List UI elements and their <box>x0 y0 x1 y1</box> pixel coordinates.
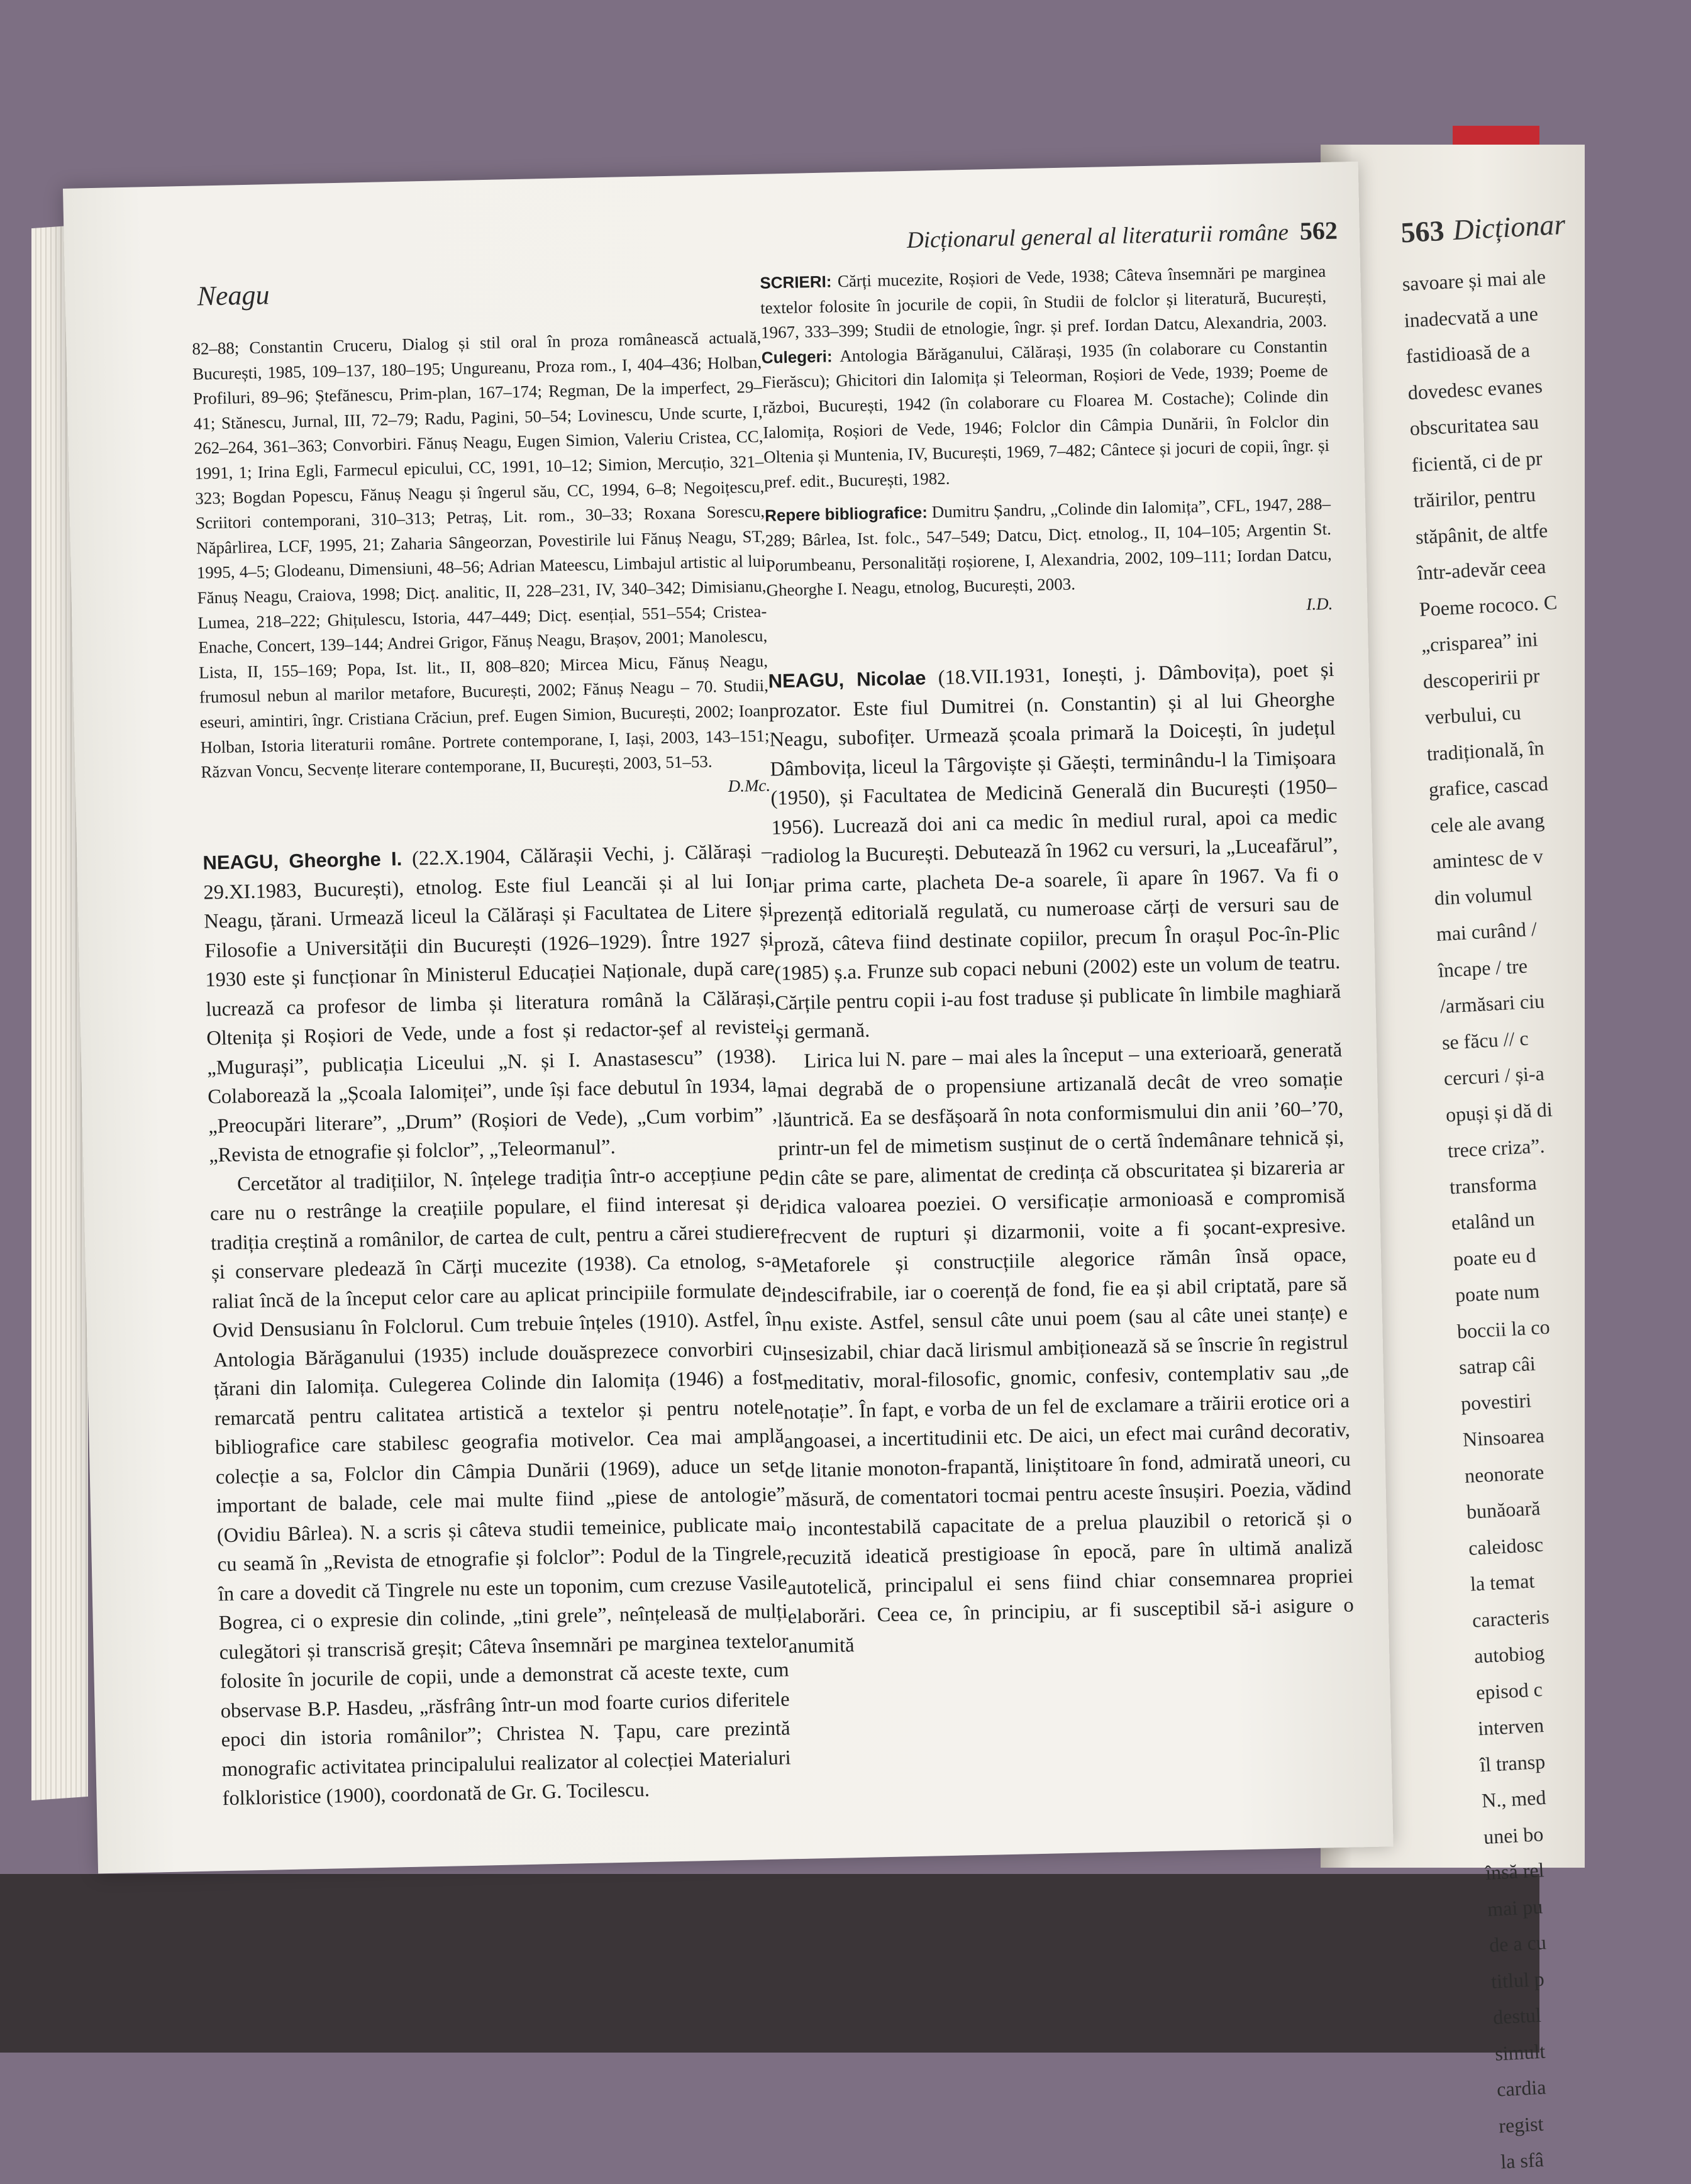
right-page-line: la temat <box>1470 1569 1536 1595</box>
left-column <box>192 325 792 1814</box>
scrieri-label: SCRIERI: <box>760 272 832 292</box>
right-page-line: verbului, cu <box>1424 701 1522 729</box>
right-page-line: însă rel <box>1485 1858 1545 1885</box>
running-head-title: Dicționarul general al literaturii române <box>906 219 1289 253</box>
right-page-line: de a cu <box>1489 1931 1547 1956</box>
right-page-line: transforma <box>1449 1170 1538 1199</box>
right-page-line: cardia <box>1496 2075 1547 2101</box>
right-page-line: simult <box>1494 2039 1546 2065</box>
right-page-line: caracteris <box>1472 1604 1550 1632</box>
right-page-line: interven <box>1477 1713 1544 1740</box>
right-page-line: îl transp <box>1479 1749 1546 1776</box>
entry-neagu-nicolae <box>768 655 1355 1661</box>
right-page-line: neonorate <box>1464 1460 1545 1487</box>
entry-biography: (18.VII.1931, Ionești, j. Dâmbovița), poet și prozator. Este fiul Dumitrei (n. Constantin) și al lui Gheorghe Neagu, subofițer. Urmează școala primară la Doicești, în județul Dâmbovița, liceul la Târgoviște și Găești, terminându-l la Timișoara (1950), și Facultatea de Medicină Generală din București (1950–1956). Lucrează doi ani ca medic în mediul rural, apoi ca medic radiolog la București. Debutează în 1962 cu versuri, la „Luceafărul”, iar prima carte, placheta De-a soarele, îi apare în 1967. Va fi o prezență editorială regulată, cu numeroase cărți de versuri sau de proză, câteva fiind destinate copiilor, precum În orașul Poc-în-Plic (1985) ș.a. Frunze sub copaci nebuni (2002) este un volum de teatru. Cărțile pentru copii i-au fost traduse și publicate în limbile maghiară și germană. <box>768 658 1341 1044</box>
author-signature: D.Mc. <box>728 775 771 795</box>
right-page-line: „crisparea” ini <box>1420 628 1539 657</box>
right-page-line: Poeme rococo. C <box>1418 590 1558 621</box>
repere-label: Repere bibliografice: <box>764 502 928 526</box>
right-page-line: stăpânit, de altfe <box>1414 518 1549 548</box>
right-page-line: bunăoară <box>1466 1496 1541 1523</box>
right-page-header <box>1400 208 1566 250</box>
dictionary-page <box>63 162 1394 1874</box>
right-page-line: poate num <box>1455 1279 1540 1307</box>
right-page-line: ficientă, ci de pr <box>1411 446 1543 476</box>
right-page-running-title: Dicționar <box>1452 208 1566 247</box>
entry-works-section <box>760 259 1333 628</box>
right-page-line: /armăsari ciu <box>1439 989 1545 1017</box>
culegeri-label: Culegeri: <box>761 346 833 367</box>
right-page-line: Ninsoarea <box>1462 1424 1545 1451</box>
right-page-line: fastidioasă de a <box>1405 338 1531 368</box>
right-page-line: poate eu d <box>1453 1243 1537 1270</box>
right-page-line: încape / tre <box>1438 954 1528 982</box>
repere-section <box>765 492 1333 628</box>
right-page-line: grafice, cascad <box>1428 772 1549 801</box>
right-page-line: titlul p <box>1490 1966 1545 1993</box>
right-page-line: mai curând / <box>1435 917 1538 946</box>
right-page-number: 563 <box>1400 214 1445 249</box>
right-page-line: caleidosc <box>1468 1533 1544 1560</box>
right-page-line: savoare și mai ale <box>1401 265 1546 296</box>
entry-neagu-gheorghe <box>202 837 792 1814</box>
right-page-line: satrap câi <box>1458 1351 1536 1379</box>
scrieri-section <box>760 259 1330 495</box>
guide-word: Neagu <box>197 279 270 312</box>
right-page-line: trece criza”. <box>1447 1134 1546 1162</box>
right-page-line: episod c <box>1475 1677 1543 1704</box>
entry-body: Lirica lui N. pare – mai ales la început – una exterioară, generată mai degrabă de o propensiune artizanală decât de vreo somație lăuntrică. Ea se desfășoară în nota conformismului din anii ’60–’70, printr-un fel de mimetism susținut de o certă îndemânare tehnică și, din câte se pare, alimentat de credința că obscuritatea și bizareria ar ridica valoarea poeziei. O versificație armonioasă e compromisă frecvent de rupturi și dizarmonii, voite a fi șocant-expresive. Metaforele și construcțiile alegorice rămân însă opace, indescifrabile, iar o coerență de fond, fie ea și abil criptată, pare să nu existe. Astfel, sensul câte unui poem (sau al câte unei stanțe) e insesizabil, chiar dacă lirismul ambiționează să se înscrie în registrul meditativ, moral-filosofic, gnomic, confesiv, contemplativ sau „de notație”. În fapt, e vorba de un fel de exclamare a trăirii erotice ori a angoasei, a incertitudinii etc. De aici, un efect mai curând decorativ, de litanie monoton-frapantă, liniștitoare în fond, admirată uneori, cu măsură, de comentatori tocmai pentru aceste însușiri. Poezia, vădind o incontestabilă capacitate de a prelua plauzibil o retorică și o recuzită ideatică prestigioase în epocă, pare în ultimă analiză autotelică, principalul ei sens fiind chiar consemnarea propriei elaborări. Ceea ce, în principiu, ar fi susceptibil să-i asigure o anumită <box>776 1038 1355 1658</box>
right-page-line: cercuri / și-a <box>1443 1062 1545 1090</box>
right-page-line: tradițională, în <box>1426 736 1545 765</box>
entry-intro <box>202 837 779 1170</box>
right-page-line: descoperirii pr <box>1422 663 1541 693</box>
repere-text: Dumitru Șandru, „Colinde din Ialomița”, CFL, 1947, 288–289; Bârlea, Ist. folc., 547–549; Datcu, Dicț. etnolog., II, 104–105; Argentin St. Porumbeanu, Personalități roșiorene, I, Alexandria, 2002, 109–111; Iordan Datcu, Gheorghe I. Neagu, etnolog, București, 2003. <box>765 494 1332 600</box>
entry-headword: NEAGU, Gheorghe I. <box>202 848 402 874</box>
right-page-line: dovedesc evanes <box>1407 374 1543 404</box>
entry-intro <box>768 655 1341 1047</box>
right-page-line: se făcu // c <box>1441 1026 1529 1054</box>
right-page-line: opuși și dă di <box>1445 1097 1553 1126</box>
desk-surface <box>0 1874 1539 2053</box>
right-page-line: regist <box>1498 2112 1544 2137</box>
page-number: 562 <box>1299 216 1338 245</box>
right-page-line: etalând un <box>1451 1207 1536 1234</box>
right-page-line: la sfâ <box>1500 2148 1544 2173</box>
right-page-line: boccii la co <box>1456 1315 1551 1343</box>
right-page-line: obscuritatea sau <box>1409 410 1539 440</box>
culegeri-text: Antologia Bărăganului, Călărași, 1935 (în colaborare cu Constantin Fierăscu); Ghicitori din Ialomița și Teleorman, Roșiori de Vede, 1939; Poeme de război, București, 1942 (în colaborare cu Floarea M. Costache); Colinde din Ialomița, Roșiori de Vede, 1946; Folclor din Câmpia Dunării, în Folclor din Oltenia și Muntenia, IV, București, 1969, 7–482; Cântece și jocuri de copii, îngr. și pref. edit., București, 1982. <box>762 336 1330 492</box>
right-page-line: din volumul <box>1433 881 1533 909</box>
bibliography-text: 82–88; Constantin Cruceru, Dialog și stil oral în proza românească actuală, București, 1985, 109–137, 180–195; Ungureanu, Proza rom., I, 404–436; Holban, Profiluri, 89–96; Ștefănescu, Prim-plan, 167–174; Regman, De la imperfect, 29–41; Stănescu, Jurnal, III, 72–79; Radu, Pagini, 50–54; Lovinescu, Unde scurte, I, 262–264, 361–363; Convorbiri. Fănuș Neagu, Eugen Simion, Valeriu Cristea, CC, 1991, 1; Irina Egli, Farmecul epicului, CC, 1991, 10–12; Simion, Mercuțio, 321–323; Bogdan Popescu, Fănuș Neagu și îngerul său, CC, 1994, 6–8; Negoițescu, Scriitori contemporani, 310–313; Petraș, Lit. rom., 30–33; Roxana Sorescu, Năpârlirea, LCF, 1995, 21; Zaharia Sângeorzan, Povestirile lui Fănuș Neagu, ST, 1995, 4–5; Glodeanu, Dimensiuni, 48–56; Adrian Mateescu, Limbajul artistic al lui Fănuș Neagu, Craiova, 1998; Dicț. analitic, II, 228–231, IV, 340–342; Dimisianu, Lumea, 218–222; Ghițulescu, Istoria, 447–449; Dicț. esențial, 551–554; Cristea-Enache, Concert, 139–144; Andrei Grigor, Fănuș Neagu, Brașov, 2001; Manolescu, Lista, II, 155–169; Popa, Ist. lit., II, 808–820; Mircea Micu, Fănuș Neagu, frumosul nebun al marilor metafore, București, 2002; Fănuș Neagu – 70. Studii, eseuri, amintiri, îngr. Cristiana Crăciun, pref. Eugen Simion, București, 2002; Ioan Holban, Istoria literaturii române. Portrete contemporane, I, Iași, 2003, 143–151; Răzvan Voncu, Secvențe literare contemporane, II, București, 2003, 51–53. <box>192 327 770 782</box>
right-page-line: autobiog <box>1473 1641 1545 1668</box>
right-page-line: N., med <box>1481 1785 1547 1812</box>
running-head <box>834 216 1338 256</box>
entry-headword: NEAGU, Nicolae <box>768 667 926 692</box>
scrieri-text: Cărți mucezite, Roșiori de Vede, 1938; Câteva însemnări pe marginea textelor folosite în jocurile de copii, în Studii de folclor și literatură, București, 1967, 333–399; Studii de etnologie, îngr. și pref. Iordan Datcu, Alexandria, 2003. <box>760 261 1328 342</box>
right-page-line: mai pu <box>1487 1894 1543 1921</box>
right-page-line: cele ale avang <box>1429 808 1545 837</box>
bibliography-continuation <box>192 325 771 810</box>
right-page-line: destul <box>1492 2003 1542 2029</box>
right-page-line: într-adevăr ceea <box>1416 555 1547 584</box>
right-page-line: trăirilor, pentru <box>1412 482 1536 513</box>
entry-body: Cercetător al tradițiilor, N. înțelege tradiția într-o accepțiune pe care nu o restrânge la creațiile populare, el fiind interesat și de tradiția creștină a românilor, de cartea de cult, pentru a cărei studiere și conservare pledează în Cărți mucezite (1938). Ca etnolog, s-a raliat încă de la început celor care au aplicat principiile formulate de Ovid Densusianu în Folclorul. Cum trebuie înțeles (1910). Astfel, în Antologia Bărăganului (1935) include douăsprezece convorbiri cu țărani din Ialomița. Culegerea Colinde din Ialomița (1946) a fost remarcată pentru calitatea artistică a textelor și pentru notele bibliografice care stabilesc geografia motivelor. Cea mai amplă colecție a sa, Folclor din Câmpia Dunării (1969), aduce un set important de balade, cele mai multe fiind „piese de antologie” (Ovidiu Bârlea). N. a scris și câteva studii temeinice, publicate mai cu seamă în „Revista de etnografie și folclor”: Podul de la Tingrele, în care a dovedit că Tingrele nu este un toponim, cum crezuse Vasile Bogrea, ci o expresie din colinde, „tini grele”, neînțeleasă de mulți culegători și transcrisă greșit; Câteva însemnări pe marginea textelor folosite în jocurile de copii, unde a demonstrat că aceste texte, cum observase B.P. Hasdeu, „răsfrâng într-un mod foarte curios diferitele epoci din istoria românilor”; Christea N. Țapu, care prezintă monografic activitatea principalului realizator al colecției Materialuri folkloristice (1900), coordonată de Gr. G. Tocilescu. <box>209 1161 791 1810</box>
right-page-line: inadecvată a une <box>1403 301 1539 331</box>
right-page-line: unei bo <box>1483 1822 1544 1848</box>
entry-signature: I.D. <box>1306 594 1333 614</box>
entry-biography: (22.X.1904, Călărașii Vechi, j. Călărași – 29.XI.1983, București), etnolog. Este fiul Leancăi și al lui Ion Neagu, țărani. Urmează liceul la Călărași și Facultatea de Litere și Filosofie a Universității din București (1926–1929). Între 1927 și 1930 este și funcționar în Ministerul Educației Naționale, după care lucrează ca profesor de limba și literatura română la Călărași, Oltenița și Roșiori de Vede, unde a fost și redactor-șef al revistei „Mugurași”, publicația Liceului „N. și I. Anastasescu” (1938). Colaborează la „Școala Ialomiței”, unde își face debutul în 1934, la „Preocupări literare”, „Drum” (Roșiori de Vede), „Cum vorbim” , „Revista de etnografie și folclor”, „Teleormanul”. <box>203 840 778 1167</box>
right-page-line: povestiri <box>1460 1388 1532 1415</box>
right-column <box>760 250 1355 1661</box>
right-page-line: amintesc de v <box>1431 845 1544 873</box>
